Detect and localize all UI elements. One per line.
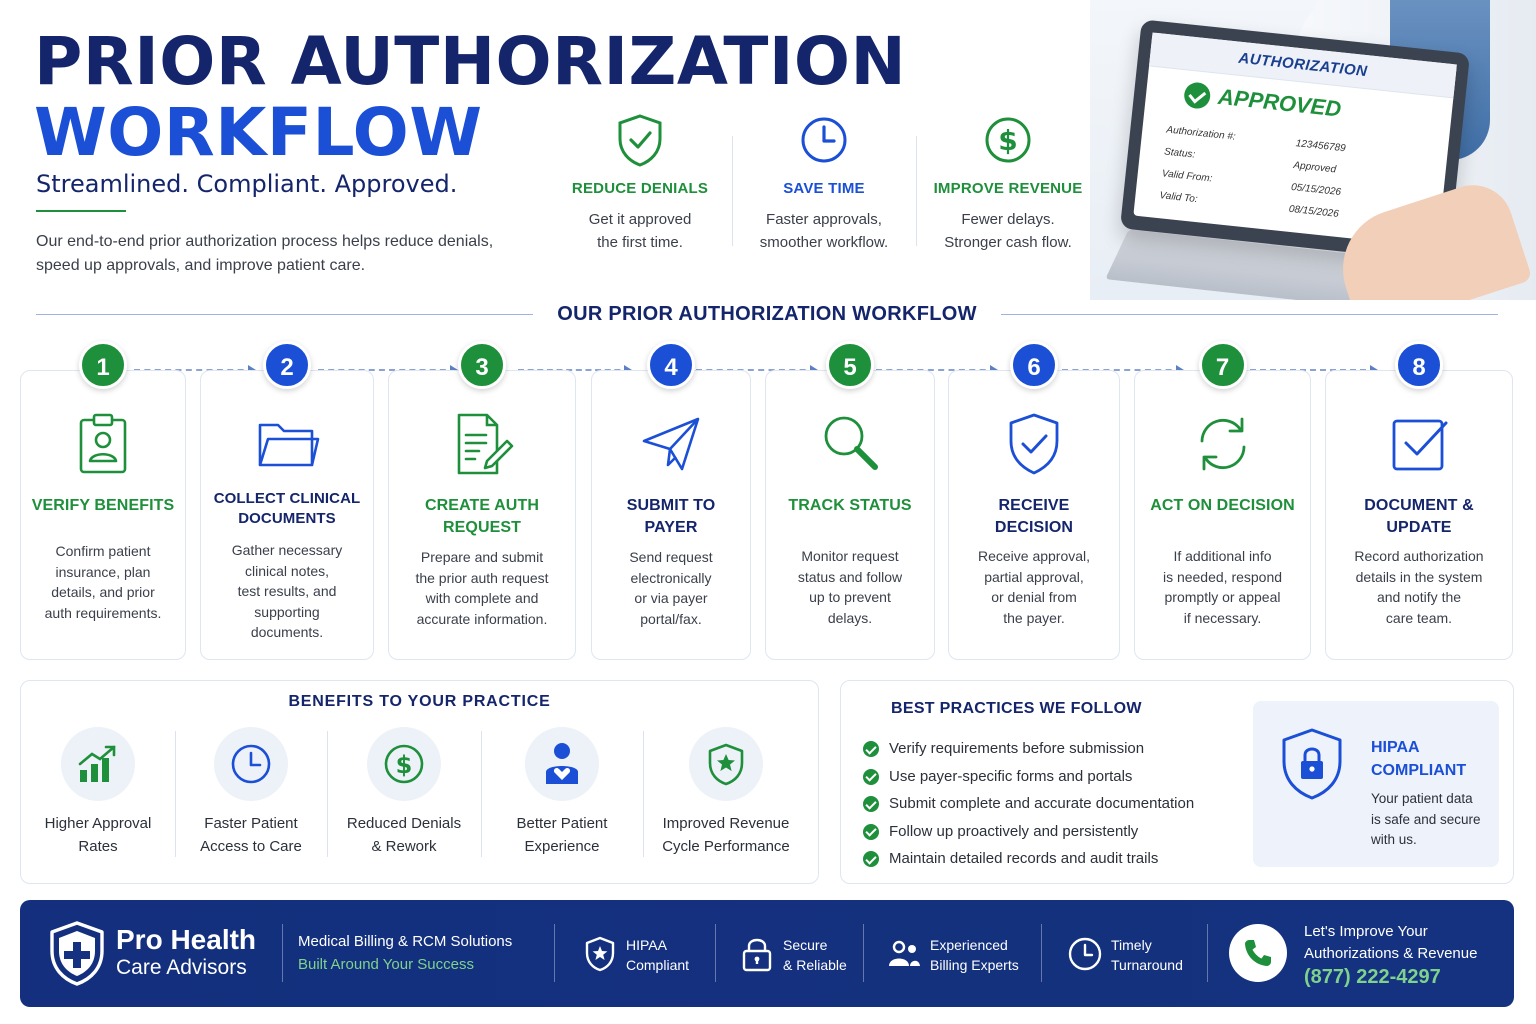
list-item: Maintain detailed records and audit trails: [863, 845, 1194, 873]
auth-row: Status: Approved: [1163, 146, 1337, 176]
hero-features: [548, 112, 1100, 262]
footer-feature-label: Secure & Reliable: [783, 937, 847, 973]
step-number: 4: [647, 341, 695, 389]
title-line-2: WORKFLOW: [34, 94, 483, 171]
step-number: 8: [1395, 341, 1443, 389]
check-circle-icon: [863, 769, 879, 785]
footer-feature-label: HIPAA Compliant: [626, 937, 690, 973]
step-title: ACT ON DECISION: [1150, 497, 1295, 514]
step-title: DOCUMENT & UPDATE: [1364, 497, 1474, 536]
hipaa-compliant-card: [1253, 701, 1499, 867]
shield-check-icon: [1001, 411, 1067, 477]
benefit-label: Improved Revenue Cycle Performance: [662, 815, 790, 855]
brand-name: Pro Health: [116, 924, 257, 955]
footer-divider: [554, 924, 555, 982]
benefit-icon-circle: [525, 727, 599, 801]
workflow-step-create-request: [388, 354, 576, 660]
auth-approved-status: APPROVED: [1183, 80, 1342, 124]
brand-subname: Care Advisors: [116, 956, 247, 979]
heading-rule-right: [1001, 314, 1498, 315]
list-item: Follow up proactively and persistently: [863, 818, 1194, 846]
benefit-label: Better Patient Experience: [516, 815, 608, 855]
benefit-icon-circle: [61, 727, 135, 801]
lock-icon: [739, 936, 775, 972]
step-title: CREATE AUTH REQUEST: [425, 497, 539, 536]
tagline: Streamlined. Compliant. Approved.: [36, 170, 458, 198]
footer-divider: [715, 924, 716, 982]
hero-feature-desc: Fewer delays. Stronger cash flow.: [944, 211, 1072, 251]
best-practices-panel: [840, 680, 1514, 884]
footer-divider: [282, 924, 283, 982]
hero-feature-title: SAVE TIME: [783, 180, 865, 197]
footer-solutions-tagline: Built Around Your Success: [298, 956, 474, 973]
phone-icon: [1242, 937, 1274, 969]
intro-text: Our end-to-end prior authorization process helps reduce denials, speed up approvals, and improve patient care.: [36, 233, 494, 274]
step-number: 6: [1010, 341, 1058, 389]
list-item: Verify requirements before submission: [863, 735, 1194, 763]
phone-button[interactable]: [1229, 924, 1287, 982]
shield-cross-logo-icon: [48, 920, 106, 986]
benefit-icon-circle: [367, 727, 441, 801]
tagline-underline: [36, 210, 126, 212]
workflow-step-submit-payer: [591, 354, 751, 660]
hero-feature-save-time: [732, 112, 916, 262]
check-circle-icon: [863, 824, 879, 840]
check-circle-icon: [863, 851, 879, 867]
dollar-icon: [982, 112, 1034, 168]
best-practices-list: [863, 735, 1194, 873]
svg-text:$: $: [998, 124, 1018, 157]
hipaa-description: Your patient data is safe and secure with us.: [1371, 791, 1481, 847]
benefit-item: [21, 727, 175, 857]
checkbox-icon: [1386, 411, 1452, 477]
step-description: Confirm patient insurance, plan details, and prior auth requirements.: [44, 543, 162, 621]
benefit-item: [643, 727, 809, 857]
hero-feature-reduce-denials: [548, 112, 732, 262]
footer-divider: [1041, 924, 1042, 982]
hero-feature-desc: Faster approvals, smoother workflow.: [759, 211, 889, 251]
step-description: Receive approval, partial approval, or denial from the payer.: [977, 548, 1091, 626]
step-description: Prepare and submit the prior auth request with complete and accurate information.: [415, 549, 549, 627]
check-circle-icon: [863, 796, 879, 812]
benefit-label: Reduced Denials & Rework: [346, 815, 462, 855]
clock-icon: [229, 742, 273, 786]
bar-chart-up-icon: [76, 742, 120, 786]
clock-icon: [798, 112, 850, 168]
clock-icon: [1067, 936, 1103, 972]
workflow-step-act-decision: [1134, 354, 1311, 660]
check-circle-icon: [863, 741, 879, 757]
step-number: 5: [826, 341, 874, 389]
footer-divider: [1207, 924, 1208, 982]
footer-divider: [863, 924, 864, 982]
auth-row: Valid To: 08/15/2026: [1158, 190, 1340, 220]
users-icon: [886, 936, 922, 972]
refresh-icon: [1190, 411, 1256, 477]
hero-feature-desc: Get it approved the first time.: [588, 211, 692, 251]
workflow-step-track-status: [765, 354, 935, 660]
auth-row: Authorization #: 123456789: [1165, 124, 1347, 155]
shield-lock-icon: [1279, 727, 1345, 801]
list-item: Submit complete and accurate documentation: [863, 790, 1194, 818]
shield-check-icon: [614, 112, 666, 168]
check-circle-icon: [1183, 81, 1212, 110]
benefit-item: [481, 727, 643, 857]
shield-star-icon: [582, 936, 618, 972]
step-title: VERIFY BENEFITS: [31, 497, 175, 514]
title-line-1: PRIOR AUTHORIZATION: [34, 23, 907, 100]
paper-plane-icon: [638, 411, 704, 477]
document-edit-icon: [449, 411, 515, 477]
step-title: SUBMIT TO PAYER: [626, 497, 716, 536]
magnifier-icon: [817, 411, 883, 477]
hero-feature-title: REDUCE DENIALS: [571, 180, 709, 197]
benefits-heading: BENEFITS TO YOUR PRACTICE: [288, 693, 551, 710]
footer-solutions: Medical Billing & RCM Solutions: [298, 933, 513, 950]
benefits-panel: [20, 680, 819, 884]
hero-feature-improve-revenue: [916, 112, 1100, 262]
step-number: 2: [263, 341, 311, 389]
best-practices-heading: BEST PRACTICES WE FOLLOW: [891, 700, 1142, 717]
workflow-steps: [20, 340, 1514, 662]
benefit-icon-circle: [214, 727, 288, 801]
benefit-label: Higher Approval Rates: [44, 815, 152, 855]
benefit-item: [327, 727, 481, 857]
dollar-icon: [382, 742, 426, 786]
shield-star-icon: [704, 742, 748, 786]
benefit-icon-circle: [689, 727, 763, 801]
step-number: 3: [458, 341, 506, 389]
auth-row: Valid From: 05/15/2026: [1161, 168, 1342, 199]
workflow-step-collect-documents: [200, 354, 374, 660]
step-description: Record authorization details in the system and notify the care team.: [1354, 548, 1484, 626]
hero-feature-title: IMPROVE REVENUE: [933, 180, 1083, 197]
svg-text:$: $: [395, 751, 413, 779]
patient-heart-icon: [540, 742, 584, 786]
footer-feature-label: Timely Turnaround: [1111, 937, 1183, 973]
folder-icon: [254, 411, 320, 477]
step-description: Monitor request status and follow up to prevent delays.: [797, 548, 903, 626]
workflow-heading: [36, 300, 1498, 328]
step-description: Gather necessary clinical notes, test results, and supporting documents.: [231, 542, 343, 640]
list-item: Use payer-specific forms and portals: [863, 763, 1194, 791]
workflow-step-receive-decision: [948, 354, 1120, 660]
step-title: RECEIVE DECISION: [994, 497, 1074, 536]
auth-screen-header: AUTHORIZATION: [1149, 33, 1457, 99]
step-description: Send request electronically or via payer portal/fax.: [629, 549, 713, 627]
hipaa-title: HIPAA COMPLIANT: [1371, 739, 1467, 779]
footer-bar: [20, 900, 1514, 1007]
workflow-heading-text: OUR PRIOR AUTHORIZATION WORKFLOW: [557, 302, 977, 325]
benefit-label: Faster Patient Access to Care: [200, 815, 302, 855]
step-title: COLLECT CLINICAL DOCUMENTS: [213, 490, 361, 527]
workflow-step-verify-benefits: [20, 354, 186, 660]
footer-phone-number[interactable]: (877) 222-4297: [1304, 966, 1441, 988]
benefit-item: [175, 727, 327, 857]
footer-feature-label: Experienced Billing Experts: [930, 937, 1019, 973]
footer-cta-text: Let's Improve Your Authorizations & Revenue: [1304, 923, 1478, 962]
workflow-step-document-update: [1325, 354, 1513, 660]
hero-illustration: [1090, 0, 1536, 300]
step-description: If additional info is needed, respond promptly or appeal if necessary.: [1162, 548, 1283, 626]
clipboard-user-icon: [70, 411, 136, 477]
heading-rule-left: [36, 314, 533, 315]
step-number: 7: [1199, 341, 1247, 389]
step-number: 1: [79, 341, 127, 389]
step-title: TRACK STATUS: [788, 497, 912, 514]
